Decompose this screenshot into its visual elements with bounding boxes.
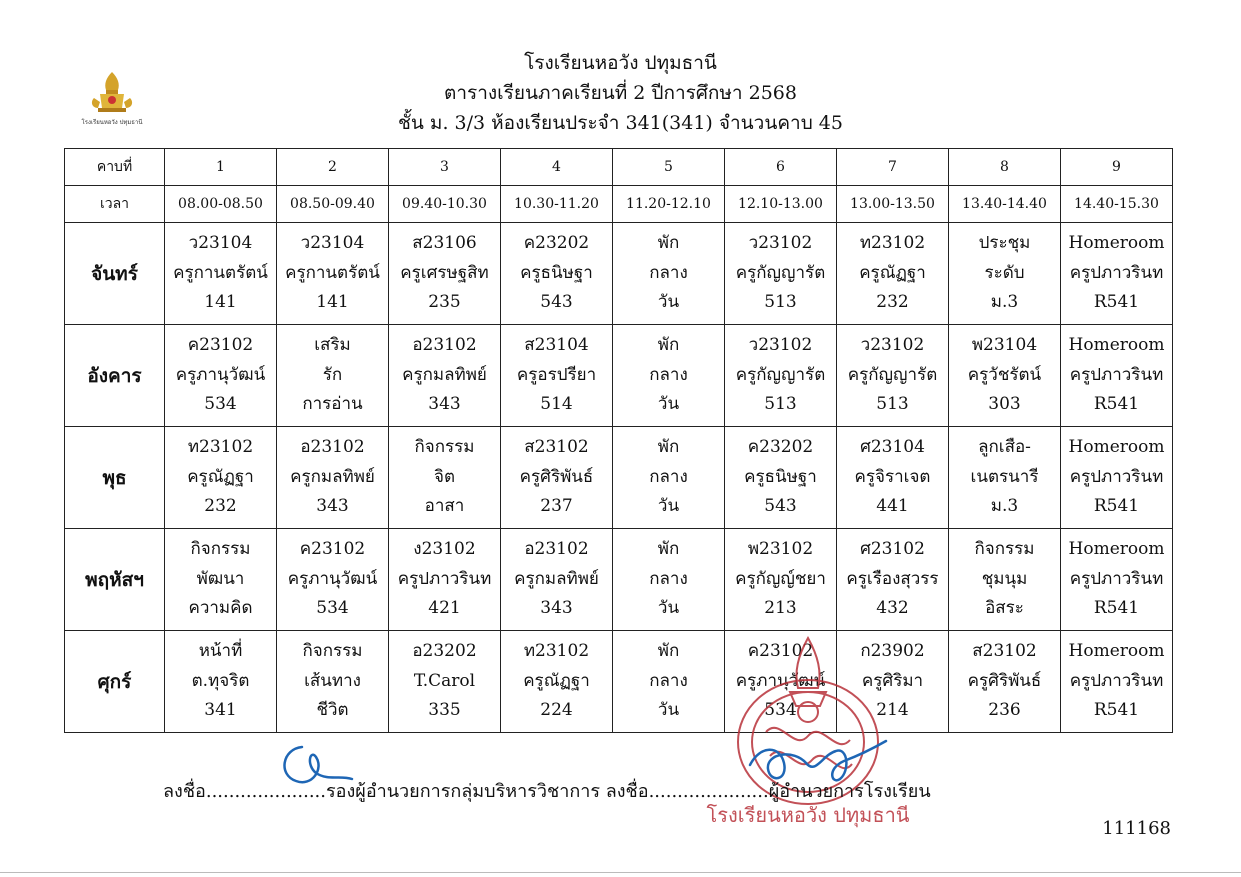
time-label: เวลา	[65, 186, 165, 223]
room-number: 514	[540, 394, 573, 415]
subject-code: พัก	[657, 641, 680, 662]
teacher-name: ครูณัฏฐา	[859, 262, 926, 283]
period-time: 08.50-09.40	[277, 186, 389, 223]
subject-code: เสริม	[314, 335, 351, 356]
timetable-cell	[725, 529, 837, 631]
timetable-cell	[725, 325, 837, 427]
room-number: 303	[988, 394, 1021, 415]
timetable-cell	[613, 325, 725, 427]
subject-code: พ23102	[747, 539, 814, 560]
period-number: 8	[949, 149, 1061, 186]
room-number: 534	[316, 598, 349, 619]
timetable-cell	[389, 427, 501, 529]
subject-code: พัก	[657, 233, 680, 254]
subject-code: ว23102	[748, 233, 813, 254]
subject-code: ค23102	[747, 641, 814, 662]
room-number: วัน	[657, 598, 680, 619]
period-number: 6	[725, 149, 837, 186]
timetable-cell	[165, 529, 277, 631]
timetable-cell	[949, 223, 1061, 325]
subject-code: ศ23104	[860, 437, 925, 458]
room-number: ม.3	[990, 292, 1019, 313]
timetable-cell	[277, 427, 389, 529]
room-number: R541	[1093, 292, 1140, 313]
teacher-name: ครูภานุวัฒน์	[735, 670, 826, 691]
teacher-name: ครูวัชรัตน์	[967, 364, 1042, 385]
room-number: อาสา	[424, 496, 465, 517]
subject-code: ส23102	[524, 437, 589, 458]
timetable-cell	[277, 325, 389, 427]
timetable-cell	[501, 529, 613, 631]
period-time: 14.40-15.30	[1061, 186, 1173, 223]
timetable-cell	[949, 325, 1061, 427]
room-number: วัน	[657, 394, 680, 415]
room-number: 214	[876, 700, 909, 721]
timetable-cell	[165, 427, 277, 529]
teacher-name: ครูศิริพันธ์	[967, 670, 1042, 691]
teacher-name: ครูธนิษฐา	[520, 262, 593, 283]
teacher-name: ครูปภาวรินท	[397, 568, 492, 589]
subject-code: กิจกรรม	[414, 437, 475, 458]
teacher-name: ชุมนุม	[981, 568, 1028, 589]
teacher-name: ครูภานุวัฒน์	[287, 568, 378, 589]
subject-code: อ23102	[412, 335, 477, 356]
room-number: 513	[764, 394, 797, 415]
subject-code: ว23102	[748, 335, 813, 356]
subject-code: ค23102	[299, 539, 366, 560]
subject-code: Homeroom	[1068, 641, 1165, 662]
room-number: 141	[204, 292, 237, 313]
period-time: 10.30-11.20	[501, 186, 613, 223]
teacher-name: T.Carol	[413, 670, 476, 691]
room-number: 432	[876, 598, 909, 619]
subject-code: อ23102	[524, 539, 589, 560]
schedule-title: ตารางเรียนภาคเรียนที่ 2 ปีการศึกษา 2568	[444, 82, 797, 104]
teacher-name: กลาง	[649, 262, 688, 283]
room-number: อิสระ	[985, 598, 1024, 619]
subject-code: ประชุม	[978, 233, 1031, 254]
teacher-name: กลาง	[649, 670, 688, 691]
period-time: 09.40-10.30	[389, 186, 501, 223]
teacher-name: ครูกานตรัตน์	[285, 262, 380, 283]
room-number: 237	[540, 496, 573, 517]
timetable-cell	[949, 427, 1061, 529]
room-number: 513	[876, 394, 909, 415]
day-row	[65, 325, 1173, 427]
teacher-name: ครูกัญญ์ชยา	[735, 568, 826, 589]
subject-code: กิจกรรม	[302, 641, 363, 662]
day-row	[65, 529, 1173, 631]
timetable-cell	[837, 223, 949, 325]
teacher-name: ครูณัฏฐา	[523, 670, 590, 691]
subject-code: ว23102	[860, 335, 925, 356]
room-number: 341	[204, 700, 237, 721]
room-number: 235	[428, 292, 461, 313]
subject-code: กิจกรรม	[974, 539, 1035, 560]
timetable	[64, 148, 1173, 733]
room-number: วัน	[657, 700, 680, 721]
room-number: วัน	[657, 496, 680, 517]
teacher-name: ครูกมลทิพย์	[290, 466, 375, 487]
room-number: การอ่าน	[302, 394, 363, 415]
room-number: 232	[876, 292, 909, 313]
subject-code: ส23102	[972, 641, 1037, 662]
seal-text: โรงเรียนหอวัง ปทุมธานี	[706, 803, 910, 827]
room-number: 335	[428, 700, 461, 721]
timetable-cell	[389, 631, 501, 733]
subject-code: Homeroom	[1068, 539, 1165, 560]
teacher-name: ครูปภาวรินท	[1069, 568, 1164, 589]
teacher-name: ครูธนิษฐา	[744, 466, 817, 487]
period-number: 9	[1061, 149, 1173, 186]
timetable-cell	[165, 631, 277, 733]
room-number: 343	[428, 394, 461, 415]
period-number: 5	[613, 149, 725, 186]
timetable-cell	[1061, 325, 1173, 427]
room-number: 543	[540, 292, 573, 313]
day-name: อังคาร	[65, 325, 165, 427]
timetable-cell	[1061, 529, 1173, 631]
room-number: 343	[316, 496, 349, 517]
room-number: 421	[428, 598, 461, 619]
teacher-name: ครูกานตรัตน์	[173, 262, 268, 283]
teacher-name: ครูเศรษฐสิท	[400, 262, 489, 283]
timetable-cell	[613, 223, 725, 325]
subject-code: ส23104	[524, 335, 589, 356]
teacher-name: กลาง	[649, 568, 688, 589]
subject-code: หน้าที่	[198, 641, 243, 662]
day-row	[65, 223, 1173, 325]
timetable-cell	[165, 325, 277, 427]
timetable-cell	[613, 631, 725, 733]
teacher-name: พัฒนา	[196, 568, 245, 589]
timetable-cell	[277, 631, 389, 733]
period-time: 11.20-12.10	[613, 186, 725, 223]
timetable-cell	[725, 631, 837, 733]
teacher-name: ครูภานุวัฒน์	[175, 364, 266, 385]
teacher-name: ครูกัญญารัต	[735, 364, 826, 385]
room-number: R541	[1093, 598, 1140, 619]
subject-code: ค23202	[523, 233, 590, 254]
timetable-cell	[389, 325, 501, 427]
timetable-cell	[389, 223, 501, 325]
teacher-name: จิต	[433, 466, 455, 487]
signature-line: ลงชื่อ.....................รองผู้อำนวยการกลุ่มบริหารวิชาการ ลงชื่อ.....................ผู้อำนวยการโรงเรียน	[163, 781, 931, 802]
time-row	[65, 186, 1173, 223]
subject-code: พัก	[657, 539, 680, 560]
room-number: 236	[988, 700, 1021, 721]
room-number: 213	[764, 598, 797, 619]
room-number: 232	[204, 496, 237, 517]
subject-code: ส23106	[412, 233, 477, 254]
timetable-cell	[837, 631, 949, 733]
subject-code: Homeroom	[1068, 335, 1165, 356]
teacher-name: เนตรนารี	[970, 466, 1039, 487]
timetable-cell	[1061, 427, 1173, 529]
teacher-name: ครูเรืองสุวรร	[846, 568, 939, 589]
room-number: 343	[540, 598, 573, 619]
subject-code: ศ23102	[860, 539, 925, 560]
period-number: 2	[277, 149, 389, 186]
subject-code: ค23102	[187, 335, 254, 356]
teacher-name: ระดับ	[984, 262, 1025, 283]
period-label: คาบที่	[65, 149, 165, 186]
teacher-name: เส้นทาง	[304, 670, 361, 691]
day-row	[65, 427, 1173, 529]
timetable-cell	[725, 223, 837, 325]
teacher-name: ครูปภาวรินท	[1069, 466, 1164, 487]
room-number: 224	[540, 700, 573, 721]
subject-code: Homeroom	[1068, 233, 1165, 254]
timetable-cell	[949, 631, 1061, 733]
day-row	[65, 631, 1173, 733]
subject-code: พัก	[657, 335, 680, 356]
room-number: 534	[764, 700, 797, 721]
timetable-cell	[837, 325, 949, 427]
teacher-name: ครูปภาวรินท	[1069, 364, 1164, 385]
subject-code: กิจกรรม	[190, 539, 251, 560]
room-number: ชีวิต	[316, 700, 349, 721]
subject-code: ท23102	[523, 641, 590, 662]
day-name: จันทร์	[65, 223, 165, 325]
room-number: 534	[204, 394, 237, 415]
room-number: 543	[764, 496, 797, 517]
room-number: R541	[1093, 700, 1140, 721]
class-info: ชั้น ม. 3/3 ห้องเรียนประจำ 341(341) จำนวนคาบ 45	[398, 112, 843, 134]
room-number: ม.3	[990, 496, 1019, 517]
subject-code: ค23202	[747, 437, 814, 458]
teacher-name: ครูจิราเจต	[854, 466, 931, 487]
timetable-cell	[165, 223, 277, 325]
timetable-cell	[837, 427, 949, 529]
teacher-name: ครูศิริมา	[861, 670, 924, 691]
subject-code: อ23202	[412, 641, 477, 662]
room-number: 513	[764, 292, 797, 313]
timetable-cell	[725, 427, 837, 529]
subject-code: ว23104	[300, 233, 365, 254]
teacher-name: กลาง	[649, 364, 688, 385]
teacher-name: รัก	[322, 364, 343, 385]
timetable-cell	[501, 325, 613, 427]
subject-code: พัก	[657, 437, 680, 458]
logo-caption: โรงเรียนหอวัง ปทุมธานี	[81, 119, 143, 126]
timetable-cell	[277, 529, 389, 631]
timetable-cell	[501, 631, 613, 733]
teacher-name: ต.ทุจริต	[191, 670, 250, 691]
period-number: 7	[837, 149, 949, 186]
teacher-name: ครูกมลทิพย์	[514, 568, 599, 589]
subject-code: ก23902	[860, 641, 925, 662]
teacher-name: กลาง	[649, 466, 688, 487]
subject-code: ลูกเสือ-	[978, 437, 1031, 458]
period-time: 13.40-14.40	[949, 186, 1061, 223]
room-number: ความคิด	[188, 598, 253, 619]
teacher-name: ครูกมลทิพย์	[402, 364, 487, 385]
period-header-row	[65, 149, 1173, 186]
subject-code: ท23102	[859, 233, 926, 254]
room-number: R541	[1093, 496, 1140, 517]
subject-code: ท23102	[187, 437, 254, 458]
teacher-name: ครูณัฏฐา	[187, 466, 254, 487]
timetable-cell	[1061, 631, 1173, 733]
subject-code: อ23102	[300, 437, 365, 458]
document-number: 111168	[1102, 818, 1171, 839]
teacher-name: ครูศิริพันธ์	[519, 466, 594, 487]
day-name: พุธ	[65, 427, 165, 529]
subject-code: ว23104	[188, 233, 253, 254]
timetable-cell	[501, 223, 613, 325]
period-time: 08.00-08.50	[165, 186, 277, 223]
room-number: R541	[1093, 394, 1140, 415]
room-number: 441	[876, 496, 909, 517]
timetable-cell	[837, 529, 949, 631]
room-number: วัน	[657, 292, 680, 313]
period-number: 4	[501, 149, 613, 186]
period-time: 12.10-13.00	[725, 186, 837, 223]
day-name: พฤหัสฯ	[65, 529, 165, 631]
room-number: 141	[316, 292, 349, 313]
timetable-cell	[613, 427, 725, 529]
timetable-cell	[389, 529, 501, 631]
subject-code: Homeroom	[1068, 437, 1165, 458]
timetable-cell	[501, 427, 613, 529]
period-time: 13.00-13.50	[837, 186, 949, 223]
teacher-name: ครูอรปรียา	[516, 364, 597, 385]
school-name: โรงเรียนหอวัง ปทุมธานี	[524, 52, 717, 74]
timetable-cell	[277, 223, 389, 325]
subject-code: ง23102	[413, 539, 476, 560]
timetable-cell	[949, 529, 1061, 631]
period-number: 1	[165, 149, 277, 186]
page-edge-divider	[0, 872, 1241, 873]
teacher-name: ครูกัญญารัต	[735, 262, 826, 283]
teacher-name: ครูปภาวรินท	[1069, 262, 1164, 283]
period-number: 3	[389, 149, 501, 186]
timetable-cell	[1061, 223, 1173, 325]
day-name: ศุกร์	[65, 631, 165, 733]
teacher-name: ครูปภาวรินท	[1069, 670, 1164, 691]
subject-code: พ23104	[971, 335, 1038, 356]
document-header	[0, 48, 1241, 138]
timetable-cell	[613, 529, 725, 631]
teacher-name: ครูกัญญารัต	[847, 364, 938, 385]
